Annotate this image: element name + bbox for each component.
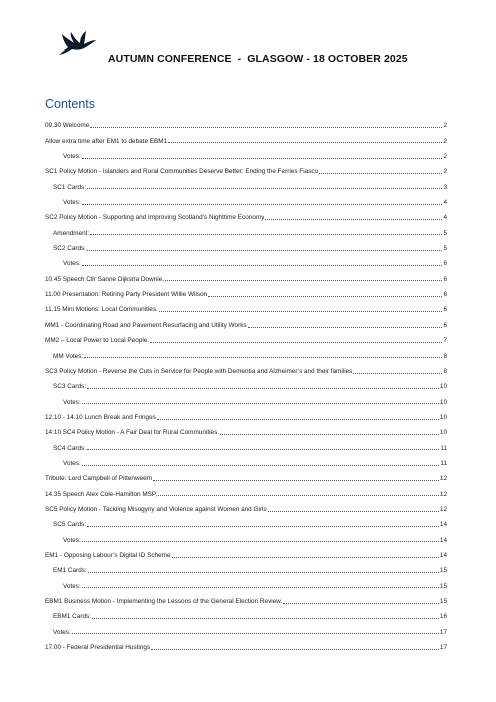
toc-entry-page: 10 [439,429,447,437]
toc-entry-page: 14 [439,521,447,529]
toc-entry-page: 2 [443,137,447,145]
toc-entry[interactable] [45,482,447,497]
toc-dot-leader [159,311,443,312]
toc-entry[interactable] [45,620,447,635]
toc-entry-page: 17 [439,644,447,652]
toc-entry-title: SC3 Cards: [53,383,87,391]
toc-dot-leader [168,142,442,143]
toc-dot-leader [82,204,443,205]
toc-dot-leader [268,511,439,512]
toc-entry-title: Votes: [63,260,81,268]
toc-entry-page: 3 [443,183,447,191]
toc-entry-page: 2 [443,153,447,161]
toc-entry-title: 14.35 Speech Alex Cole-Hamilton MSP, [45,490,158,498]
toc-entry[interactable] [45,559,447,574]
toc-entry-title: SC5 Cards: [53,521,87,529]
toc-entry-title: 11.00 Presentation: Retiring Party President Willie Wilson [45,291,208,299]
toc-dot-leader [82,541,439,542]
toc-entry[interactable] [45,237,447,252]
toc-entry-page: 11 [440,444,447,452]
toc-entry-page: 4 [443,214,447,222]
toc-entry-page: 12 [439,490,447,498]
toc-entry-page: 15 [439,582,447,590]
toc-dot-leader [72,633,439,634]
toc-dot-leader [82,403,439,404]
toc-entry-page: 8 [443,352,447,360]
toc-dot-leader [87,449,439,450]
table-of-contents [45,114,447,651]
toc-entry-page: 2 [443,122,447,130]
toc-entry-title: Allow extra time after EM1 to debate EBM1 [45,137,168,145]
toc-entry-title: SC3 Policy Motion - Reverse the Cuts in Service for People with Dementia and Alzheimer’s and their families [45,367,353,375]
toc-entry-page: 6 [443,321,447,329]
toc-entry-title: Votes: [63,153,81,161]
toc-entry[interactable] [45,636,447,651]
toc-entry-title: Votes: [53,628,71,636]
toc-entry-page: 12 [439,475,447,483]
toc-entry-title: 09.30 Welcome [45,122,90,130]
conference-title: AUTUMN CONFERENCE - GLASGOW - 18 OCTOBER 2025 [108,53,408,65]
toc-entry-page: 15 [439,598,447,605]
toc-entry[interactable] [45,283,447,298]
toc-entry-page: 6 [443,291,447,299]
contents-heading: Contents [45,97,96,111]
toc-entry[interactable] [45,129,447,144]
toc-entry-page: 6 [443,306,447,314]
toc-entry-title: SC1 Cards: [53,183,87,191]
toc-dot-leader [150,342,442,343]
toc-entry-page: 10 [439,413,447,421]
toc-dot-leader [87,388,439,389]
toc-entry-title: 14:10 SC4 Policy Motion - A Fair Deal for Rural Communities. [45,429,220,437]
toc-entry-page: 12 [439,505,447,513]
toc-entry[interactable] [45,175,447,190]
toc-entry-title: SC1 Policy Motion - Islanders and Rural Communities Deserve Better: Ending the Ferries Fiasco [45,168,319,176]
toc-entry[interactable] [45,298,447,313]
toc-dot-leader [82,158,443,159]
liberal-democrats-bird-icon [56,28,98,62]
toc-entry-title: Votes: [63,398,81,406]
toc-entry-title: Tribute: Lord Campbell of Pittenweem [45,475,153,483]
toc-entry[interactable] [45,590,447,605]
toc-dot-leader [248,327,443,328]
toc-dot-leader [165,280,442,281]
toc-entry-page: 17 [439,628,447,636]
toc-dot-leader [87,526,439,527]
toc-entry-title: Amendment: [53,229,90,237]
toc-dot-leader [265,219,442,220]
toc-entry[interactable] [45,191,447,206]
toc-entry-page: 15 [439,567,447,575]
toc-dot-leader [220,434,439,435]
toc-dot-leader [90,234,442,235]
toc-dot-leader [283,603,439,604]
toc-dot-leader [172,557,439,558]
toc-entry-title: SC2 Cards: [53,245,87,253]
toc-entry-page: 4 [443,199,447,207]
toc-entry-page: 6 [443,275,447,283]
toc-dot-leader [84,357,442,358]
toc-entry-title: EBM1 Cards: [53,613,92,621]
toc-entry[interactable] [45,313,447,328]
toc-entry-page: 8 [443,367,447,375]
toc-entry-page: 14 [439,536,447,544]
toc-entry[interactable] [45,467,447,482]
toc-entry-page: 6 [443,260,447,268]
toc-entry-title: SC2 Policy Motion - Supporting and Improving Scotland’s Nighttime Economy [45,214,265,222]
toc-entry-page: 14 [439,551,447,559]
toc-entry-page: 11 [440,459,447,467]
toc-entry-page: 5 [443,245,447,253]
toc-entry[interactable] [45,390,447,405]
toc-entry[interactable] [45,344,447,359]
toc-entry[interactable] [45,544,447,559]
toc-entry[interactable] [45,421,447,436]
toc-entry-title: 17.00 - Federal Presidential Hustings [45,644,151,652]
toc-entry-title: Votes: [63,199,81,207]
toc-entry[interactable] [45,145,447,160]
toc-entry-page: 7 [443,337,447,345]
toc-entry-page: 10 [439,383,447,391]
toc-entry[interactable] [45,267,447,282]
toc-entry-page: 16 [439,613,447,621]
toc-entry-page: 2 [443,168,447,176]
toc-entry[interactable] [45,452,447,467]
toc-entry-title: EM1 - Opposing Labour’s Digital ID Scheme [45,551,171,559]
toc-dot-leader [208,296,442,297]
toc-dot-leader [151,649,439,650]
toc-entry[interactable] [45,160,447,175]
toc-dot-leader [82,265,443,266]
toc-entry[interactable] [45,221,447,236]
toc-entry-title: 10.45 Speech Cllr Sanne Dijkstra Downie, [45,275,164,283]
toc-entry[interactable] [45,360,447,375]
toc-dot-leader [153,480,439,481]
toc-entry-title: SC4 Cards: [53,444,87,452]
toc-entry-page: 5 [443,229,447,237]
toc-dot-leader [82,587,439,588]
toc-entry-title: EM1 Cards: [53,567,87,575]
toc-dot-leader [82,465,440,466]
toc-dot-leader [157,419,439,420]
toc-dot-leader [158,495,439,496]
toc-entry[interactable] [45,252,447,267]
toc-entry[interactable] [45,206,447,221]
toc-entry-title: MM1 - Coordinating Road and Pavement Resurfacing and Utility Works [45,321,247,329]
toc-entry-title: MM Votes: [53,352,84,360]
toc-entry[interactable] [45,574,447,589]
toc-entry[interactable] [45,513,447,528]
toc-dot-leader [353,373,442,374]
toc-entry-page: 10 [439,398,447,406]
toc-entry-title: SC5 Policy Motion - Tackling Misogyny and Violence against Women and Girls [45,505,267,513]
toc-entry[interactable] [45,605,447,620]
toc-dot-leader [319,173,442,174]
toc-entry-title: EBM1 Business Motion - Implementing the Lessons of the General Election Review. [45,598,283,605]
toc-dot-leader [92,618,439,619]
toc-entry-title: 12.10 - 14.10 Lunch Break and Fringes [45,413,156,421]
toc-dot-leader [87,250,442,251]
toc-entry[interactable] [45,114,447,129]
toc-entry-title: Votes: [63,459,81,467]
toc-entry[interactable] [45,528,447,543]
toc-entry-title: 11.15 Mini Motions: Local Communities. [45,306,158,314]
toc-entry[interactable] [45,406,447,421]
toc-entry-title: Votes: [63,536,81,544]
toc-entry-title: Votes: [63,582,81,590]
toc-entry[interactable] [45,375,447,390]
toc-dot-leader [87,188,442,189]
toc-entry[interactable] [45,329,447,344]
toc-dot-leader [88,572,439,573]
toc-entry[interactable] [45,498,447,513]
toc-entry-title: MM2 – Local Power to Local People. [45,337,150,345]
toc-dot-leader [90,127,442,128]
toc-entry[interactable] [45,436,447,451]
